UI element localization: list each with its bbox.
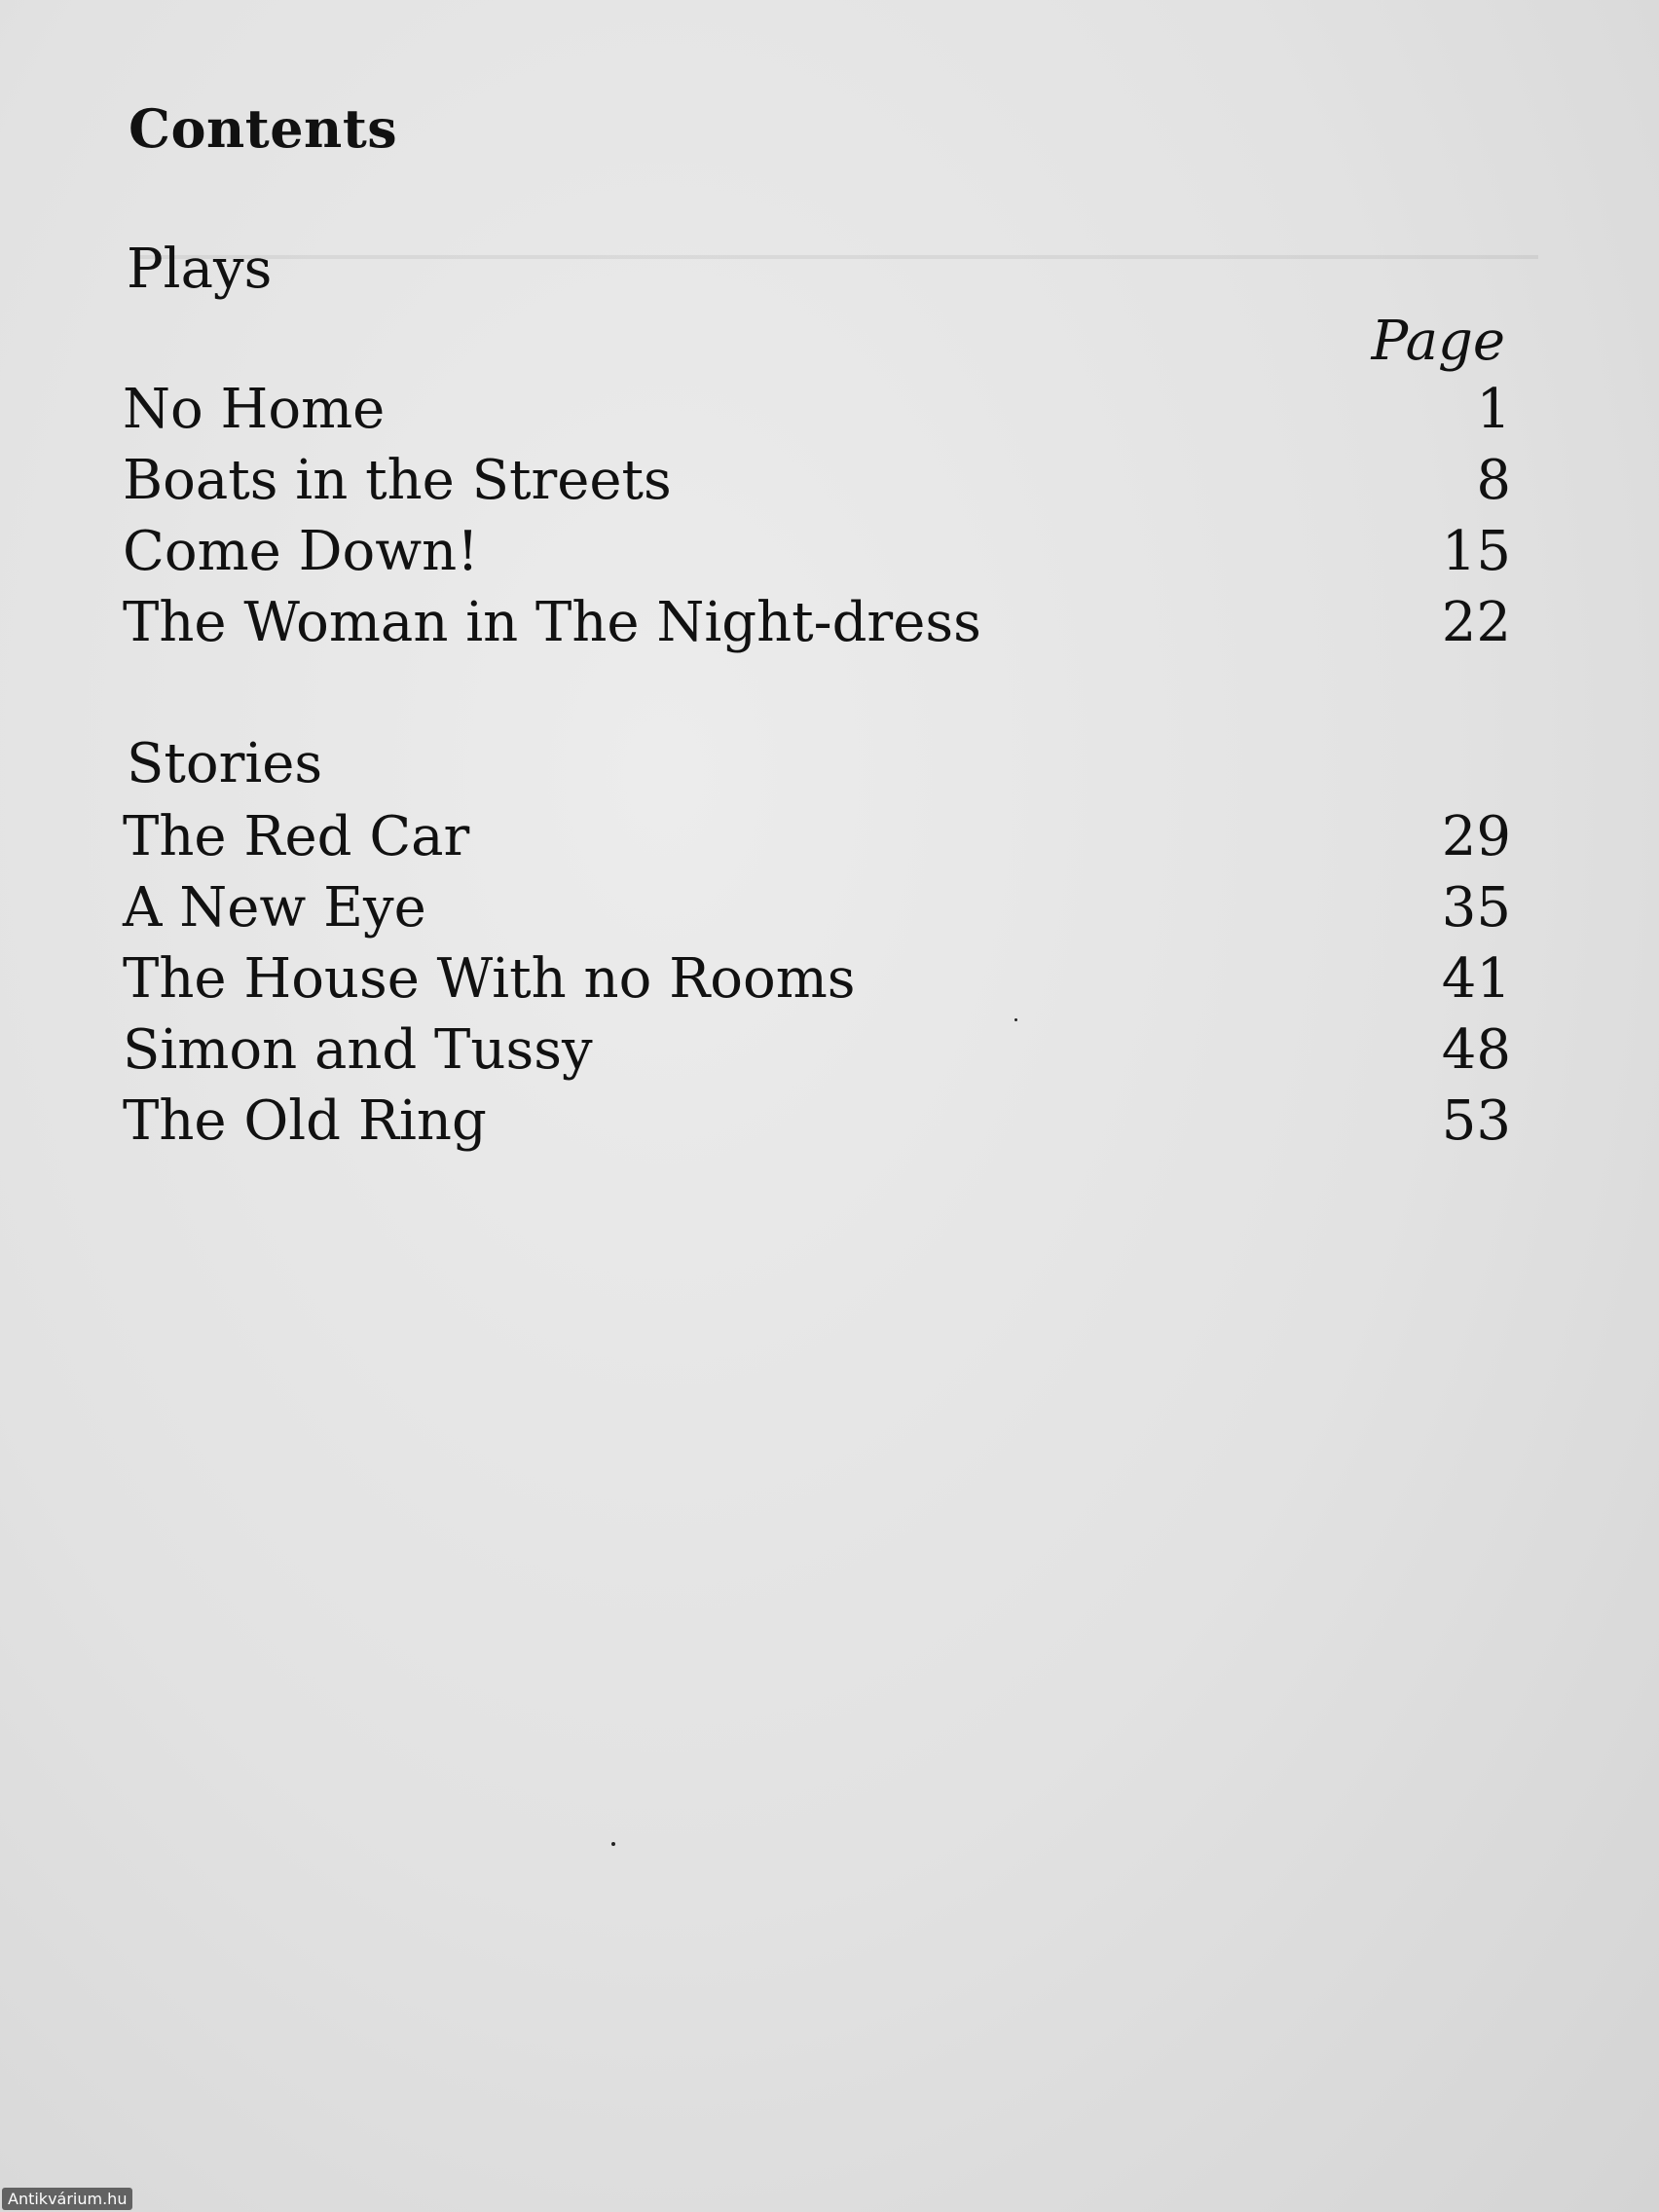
toc-entry-page: 53	[1441, 1089, 1511, 1153]
toc-entry-title: The Woman in The Night-dress	[123, 591, 981, 654]
toc-entry-title: The House With no Rooms	[123, 947, 856, 1011]
toc-entry	[123, 1018, 1511, 1089]
toc-entry-page: 35	[1441, 876, 1511, 940]
section-label-stories: Stories	[127, 732, 323, 795]
toc-list-stories	[123, 805, 1511, 1161]
toc-entry-title: Come Down!	[123, 520, 479, 583]
toc-entry	[123, 378, 1511, 449]
toc-entry	[123, 947, 1511, 1018]
ink-speck	[611, 1842, 615, 1846]
toc-entry	[123, 520, 1511, 591]
toc-entry-title: The Old Ring	[123, 1089, 487, 1153]
contents-heading: Contents	[129, 97, 398, 160]
toc-entry	[123, 1089, 1511, 1161]
toc-entry-page: 22	[1441, 591, 1511, 654]
toc-entry-page: 8	[1476, 449, 1511, 512]
toc-entry	[123, 591, 1511, 662]
toc-entry-page: 1	[1476, 378, 1511, 441]
watermark: Antikvárium.hu	[2, 2188, 132, 2210]
page-column-heading: Page	[1371, 310, 1505, 373]
toc-entry-page: 41	[1441, 947, 1511, 1011]
toc-entry-page: 29	[1441, 805, 1511, 868]
toc-entry-page: 15	[1441, 520, 1511, 583]
toc-entry-title: Simon and Tussy	[123, 1018, 593, 1082]
toc-entry-title: Boats in the Streets	[123, 449, 672, 512]
ink-speck	[1014, 1018, 1017, 1021]
toc-entry-title: A New Eye	[123, 876, 426, 940]
section-label-plays: Plays	[127, 238, 273, 301]
toc-entry-title: The Red Car	[123, 805, 470, 868]
toc-entry	[123, 805, 1511, 876]
toc-list-plays	[123, 378, 1511, 662]
toc-entry-page: 48	[1441, 1018, 1511, 1082]
toc-entry	[123, 876, 1511, 947]
toc-entry-title: No Home	[123, 378, 386, 441]
toc-entry	[123, 449, 1511, 520]
